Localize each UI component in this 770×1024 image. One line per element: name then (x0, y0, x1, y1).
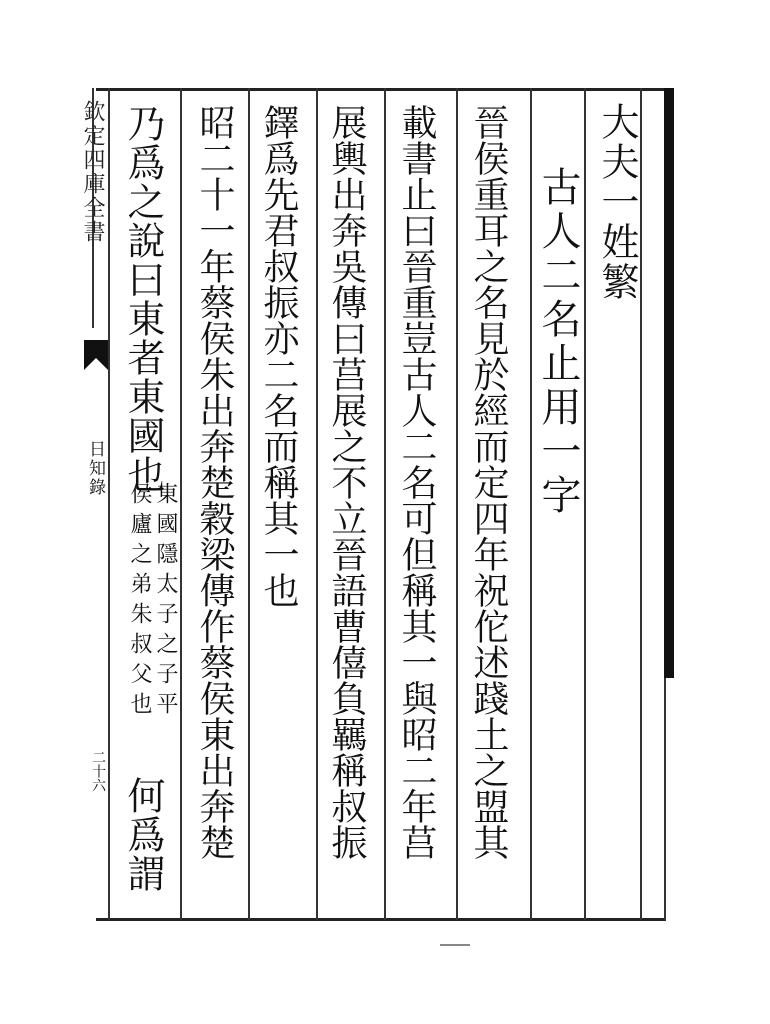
note-line-2: 侯廬之弟朱叔父也 (127, 482, 152, 722)
frame-right-border (664, 88, 674, 678)
column-rule (584, 88, 586, 920)
column-rule (180, 88, 182, 920)
text-column-2: 古人二名止用一字 (535, 166, 581, 518)
bottom-mark (440, 944, 470, 946)
text-column-4: 載書止曰晉重豈古人二名可但稱其一與昭二年莒 (396, 104, 437, 860)
text-column-8-tail: 何爲謂 (121, 776, 165, 893)
column-rule (530, 88, 532, 920)
frame-left-border (108, 88, 110, 920)
column-rule (316, 88, 318, 920)
text-column-7: 昭二十一年蔡侯朱出奔楚穀梁傳作蔡侯東出奔楚 (194, 104, 235, 860)
column-rule (384, 88, 386, 920)
text-column-6: 鐸爲先君叔振亦二名而稱其一也 (258, 104, 299, 608)
frame-right-border-lower (664, 678, 666, 920)
column-rule (640, 88, 642, 920)
column-rule (456, 88, 458, 920)
text-column-1: 大夫一姓繁 (595, 102, 639, 302)
note-line-1: 東國隱太子之子平 (153, 482, 178, 722)
text-column-5: 展輿出奔吳傳曰莒展之不立晉語曹僖負羈稱叔振 (326, 104, 367, 860)
column-rule (248, 88, 250, 920)
text-column-3: 晉侯重耳之名見於經而定四年祝佗述踐土之盟其 (468, 104, 509, 860)
text-column-8: 乃爲之說曰東者東國也 (121, 104, 165, 494)
spine-folio-number: 二十六 (90, 750, 106, 792)
spine-title: 欽定四庫全書 (80, 100, 105, 244)
spine-book-name: 日知錄 (85, 440, 105, 497)
